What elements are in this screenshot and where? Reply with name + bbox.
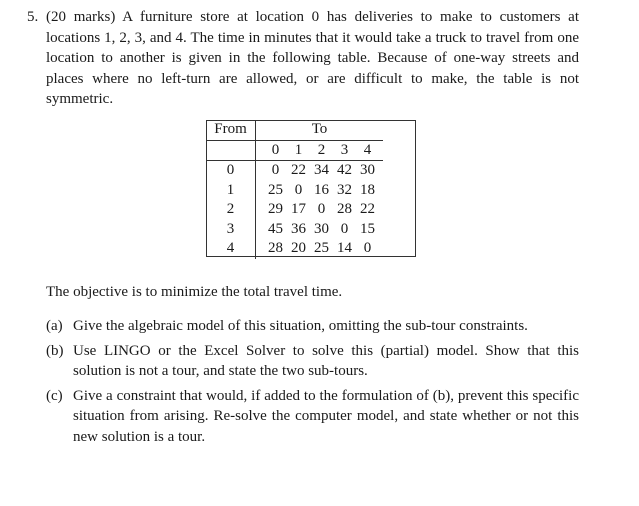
table-cell: 30 <box>360 162 375 178</box>
table-row <box>206 200 383 220</box>
table-cell: 28 <box>268 240 283 256</box>
table-cell: 16 <box>314 181 329 198</box>
column-header-row <box>206 140 383 161</box>
to-label: To <box>256 120 384 140</box>
column-header: 3 <box>333 140 356 161</box>
table-cell: 22 <box>291 162 306 178</box>
table-cell: 30 <box>314 220 329 237</box>
table-row <box>206 239 383 259</box>
part-label: (c) <box>46 387 63 404</box>
part-text: Use LINGO or the Excel Solver to solve this (partial) model. Show that this solution is not a tour, and state the two sub-tours. <box>73 342 579 379</box>
table-cell: 25 <box>314 240 329 256</box>
table-cell: 34 <box>314 162 329 178</box>
table-cell: 18 <box>360 181 375 198</box>
objective-text: The objective is to minimize the total travel time. <box>46 284 343 300</box>
table-cell: 14 <box>337 240 352 256</box>
table-cell: 32 <box>337 181 352 198</box>
question-parts <box>46 316 579 451</box>
row-label: 3 <box>206 220 256 240</box>
table-cell: 29 <box>268 201 283 217</box>
table-cell: 0 <box>317 201 326 217</box>
row-label: 2 <box>206 200 256 220</box>
part-text: Give the algebraic model of this situation, omitting the sub-tour constraints. <box>73 318 528 334</box>
table-cell: 42 <box>337 162 352 178</box>
table-cell: 0 <box>294 181 303 198</box>
from-label: From <box>206 120 256 140</box>
table-header-row <box>206 120 383 140</box>
table-cell: 22 <box>360 201 375 217</box>
table-row <box>206 181 383 201</box>
part-a <box>46 316 579 337</box>
row-label: 0 <box>206 161 256 181</box>
column-header: 0 <box>256 140 288 161</box>
part-label: (b) <box>46 342 64 359</box>
column-header: 4 <box>356 140 383 161</box>
problem-number: 5. <box>27 9 39 25</box>
part-b <box>46 341 579 382</box>
travel-time-table <box>206 120 383 259</box>
table-cell: 0 <box>340 220 349 237</box>
table-cell: 28 <box>337 201 352 217</box>
column-header: 1 <box>287 140 310 161</box>
table-cell: 20 <box>291 240 306 256</box>
table-cell: 17 <box>291 201 306 217</box>
table-cell: 36 <box>291 220 306 237</box>
column-header: 2 <box>310 140 333 161</box>
table-cell: 25 <box>268 181 283 198</box>
row-label: 1 <box>206 181 256 201</box>
table-cell: 45 <box>268 220 283 237</box>
table-cell: 15 <box>360 220 375 237</box>
table-row <box>206 161 383 181</box>
problem-statement <box>27 7 579 110</box>
part-label: (a) <box>46 318 63 334</box>
table-row <box>206 220 383 240</box>
part-text: Give a constraint that would, if added to the formulation of (b), prevent this specific situation from arising. Re-solve the computer model, and state whether or not this new solution is a tour. <box>73 387 579 445</box>
table-cell: 0 <box>363 240 372 256</box>
table-cell: 0 <box>271 162 280 178</box>
part-c <box>46 386 579 448</box>
row-label: 4 <box>206 239 256 259</box>
problem-intro: (20 marks) A furniture store at location 0 has deliveries to make to customers at locations 1, 2, 3, and 4. The time in minutes that it would take a truck to travel from one location to another is given in the following table. Because of one-way streets and places where no left-turn are allowed, or are difficult to make, the table is not symmetric. <box>46 9 579 107</box>
